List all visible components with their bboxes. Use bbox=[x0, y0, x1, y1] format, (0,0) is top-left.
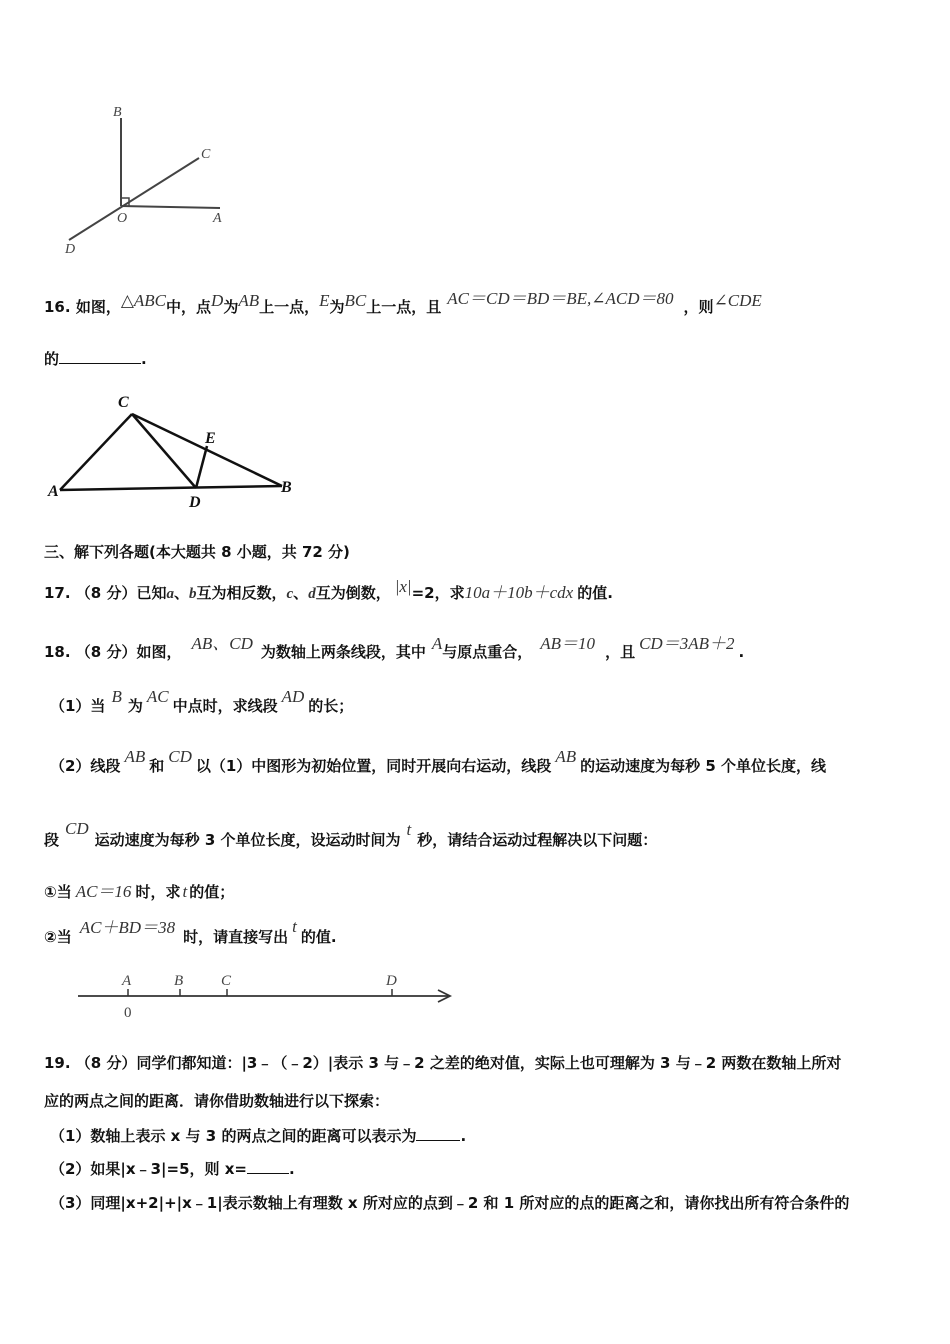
q17: 17. （8 分）已知a、b互为相反数，c、d互为倒数， |x|=2，求10a＋10b＋cdx 的值. bbox=[44, 577, 613, 602]
q18-subq2: ②当 AC＋BD＝38 时，请直接写出t的值. bbox=[44, 917, 337, 946]
q18-part2-line1: （2）线段 AB 和 CD 以（1）中图形为初始位置，同时开展向右运动，线段 AB 的运动速度为每秒 5 个单位长度，线 bbox=[50, 747, 826, 775]
answer-blank[interactable] bbox=[247, 1159, 289, 1174]
math-triangle-abc: △ABC bbox=[120, 291, 167, 310]
triangle-figure bbox=[45, 385, 305, 515]
math-expression: 10a＋10b＋cdx bbox=[464, 583, 574, 602]
label-b: B bbox=[281, 479, 292, 496]
label-c: C bbox=[201, 147, 211, 162]
q16-number: 16. bbox=[44, 298, 71, 316]
label-d: D bbox=[189, 494, 201, 511]
q19-line1: 19. （8 分）同学们都知道：|3﹣（﹣2）|表示 3 与﹣2 之差的绝对值，实际上也可理解为 3 与﹣2 两数在数轴上所对 bbox=[44, 1054, 842, 1072]
q18-intro: 18. （8 分）如图， AB、CD 为数轴上两条线段，其中 A与原点重合， AB＝10 ，且 CD＝3AB＋2 . bbox=[44, 634, 745, 661]
q18-part1: （1）当 B 为 AC 中点时，求线段 AD 的长； bbox=[50, 687, 354, 715]
number-line bbox=[70, 965, 470, 1027]
label-c: C bbox=[118, 394, 129, 411]
math-condition: AC＝CD＝BD＝BE,∠ACD＝80 bbox=[447, 289, 674, 308]
line-dc bbox=[69, 158, 199, 240]
answer-blank[interactable] bbox=[416, 1126, 460, 1141]
q19-part3: （3）同理|x+2|+|x﹣1|表示数轴上有理数 x 所对应的点到﹣2 和 1 所对应的点的距离之和，请你找出所有符合条件的 bbox=[50, 1194, 850, 1212]
label-a: A bbox=[122, 973, 132, 989]
label-c: C bbox=[221, 973, 232, 989]
math-abs-x: |x| bbox=[394, 577, 412, 596]
answer-blank[interactable] bbox=[59, 349, 141, 364]
q19-part2: （2）如果|x﹣3|=5，则 x= . bbox=[50, 1160, 295, 1178]
label-zero: 0 bbox=[124, 1005, 132, 1021]
label-d: D bbox=[65, 242, 76, 257]
angle-figure bbox=[55, 100, 245, 260]
ray-oa bbox=[121, 206, 220, 208]
q19-part1: （1）数轴上表示 x 与 3 的两点之间的距离可以表示为 . bbox=[50, 1127, 467, 1145]
section-title: 三、解下列各题(本大题共 8 小题，共 72 分) bbox=[44, 543, 350, 561]
q19-line2: 应的两点之间的距离．请你借助数轴进行以下探索： bbox=[44, 1092, 390, 1110]
q18-subq1: ①当 AC＝16 时，求 t 的值； bbox=[44, 882, 235, 901]
q16-line2: 的 . bbox=[44, 350, 147, 368]
label-o: O bbox=[117, 211, 128, 226]
label-a: A bbox=[48, 483, 59, 500]
math-angle-cde: ∠CDE bbox=[713, 291, 762, 310]
label-d: D bbox=[386, 973, 397, 989]
label-e: E bbox=[205, 430, 216, 447]
label-b: B bbox=[113, 105, 122, 120]
q16-line1: 16. 如图，△ABC中，点D为AB上一点，E为BC上一点，且 AC＝CD＝BD＝BE,∠ACD＝80 ，则∠CDE bbox=[44, 289, 762, 316]
label-b: B bbox=[174, 973, 184, 989]
label-a: A bbox=[213, 211, 222, 226]
q18-part2-line2: 段CD运动速度为每秒 3 个单位长度，设运动时间为t秒，请结合运动过程解决以下问题： bbox=[44, 819, 658, 849]
